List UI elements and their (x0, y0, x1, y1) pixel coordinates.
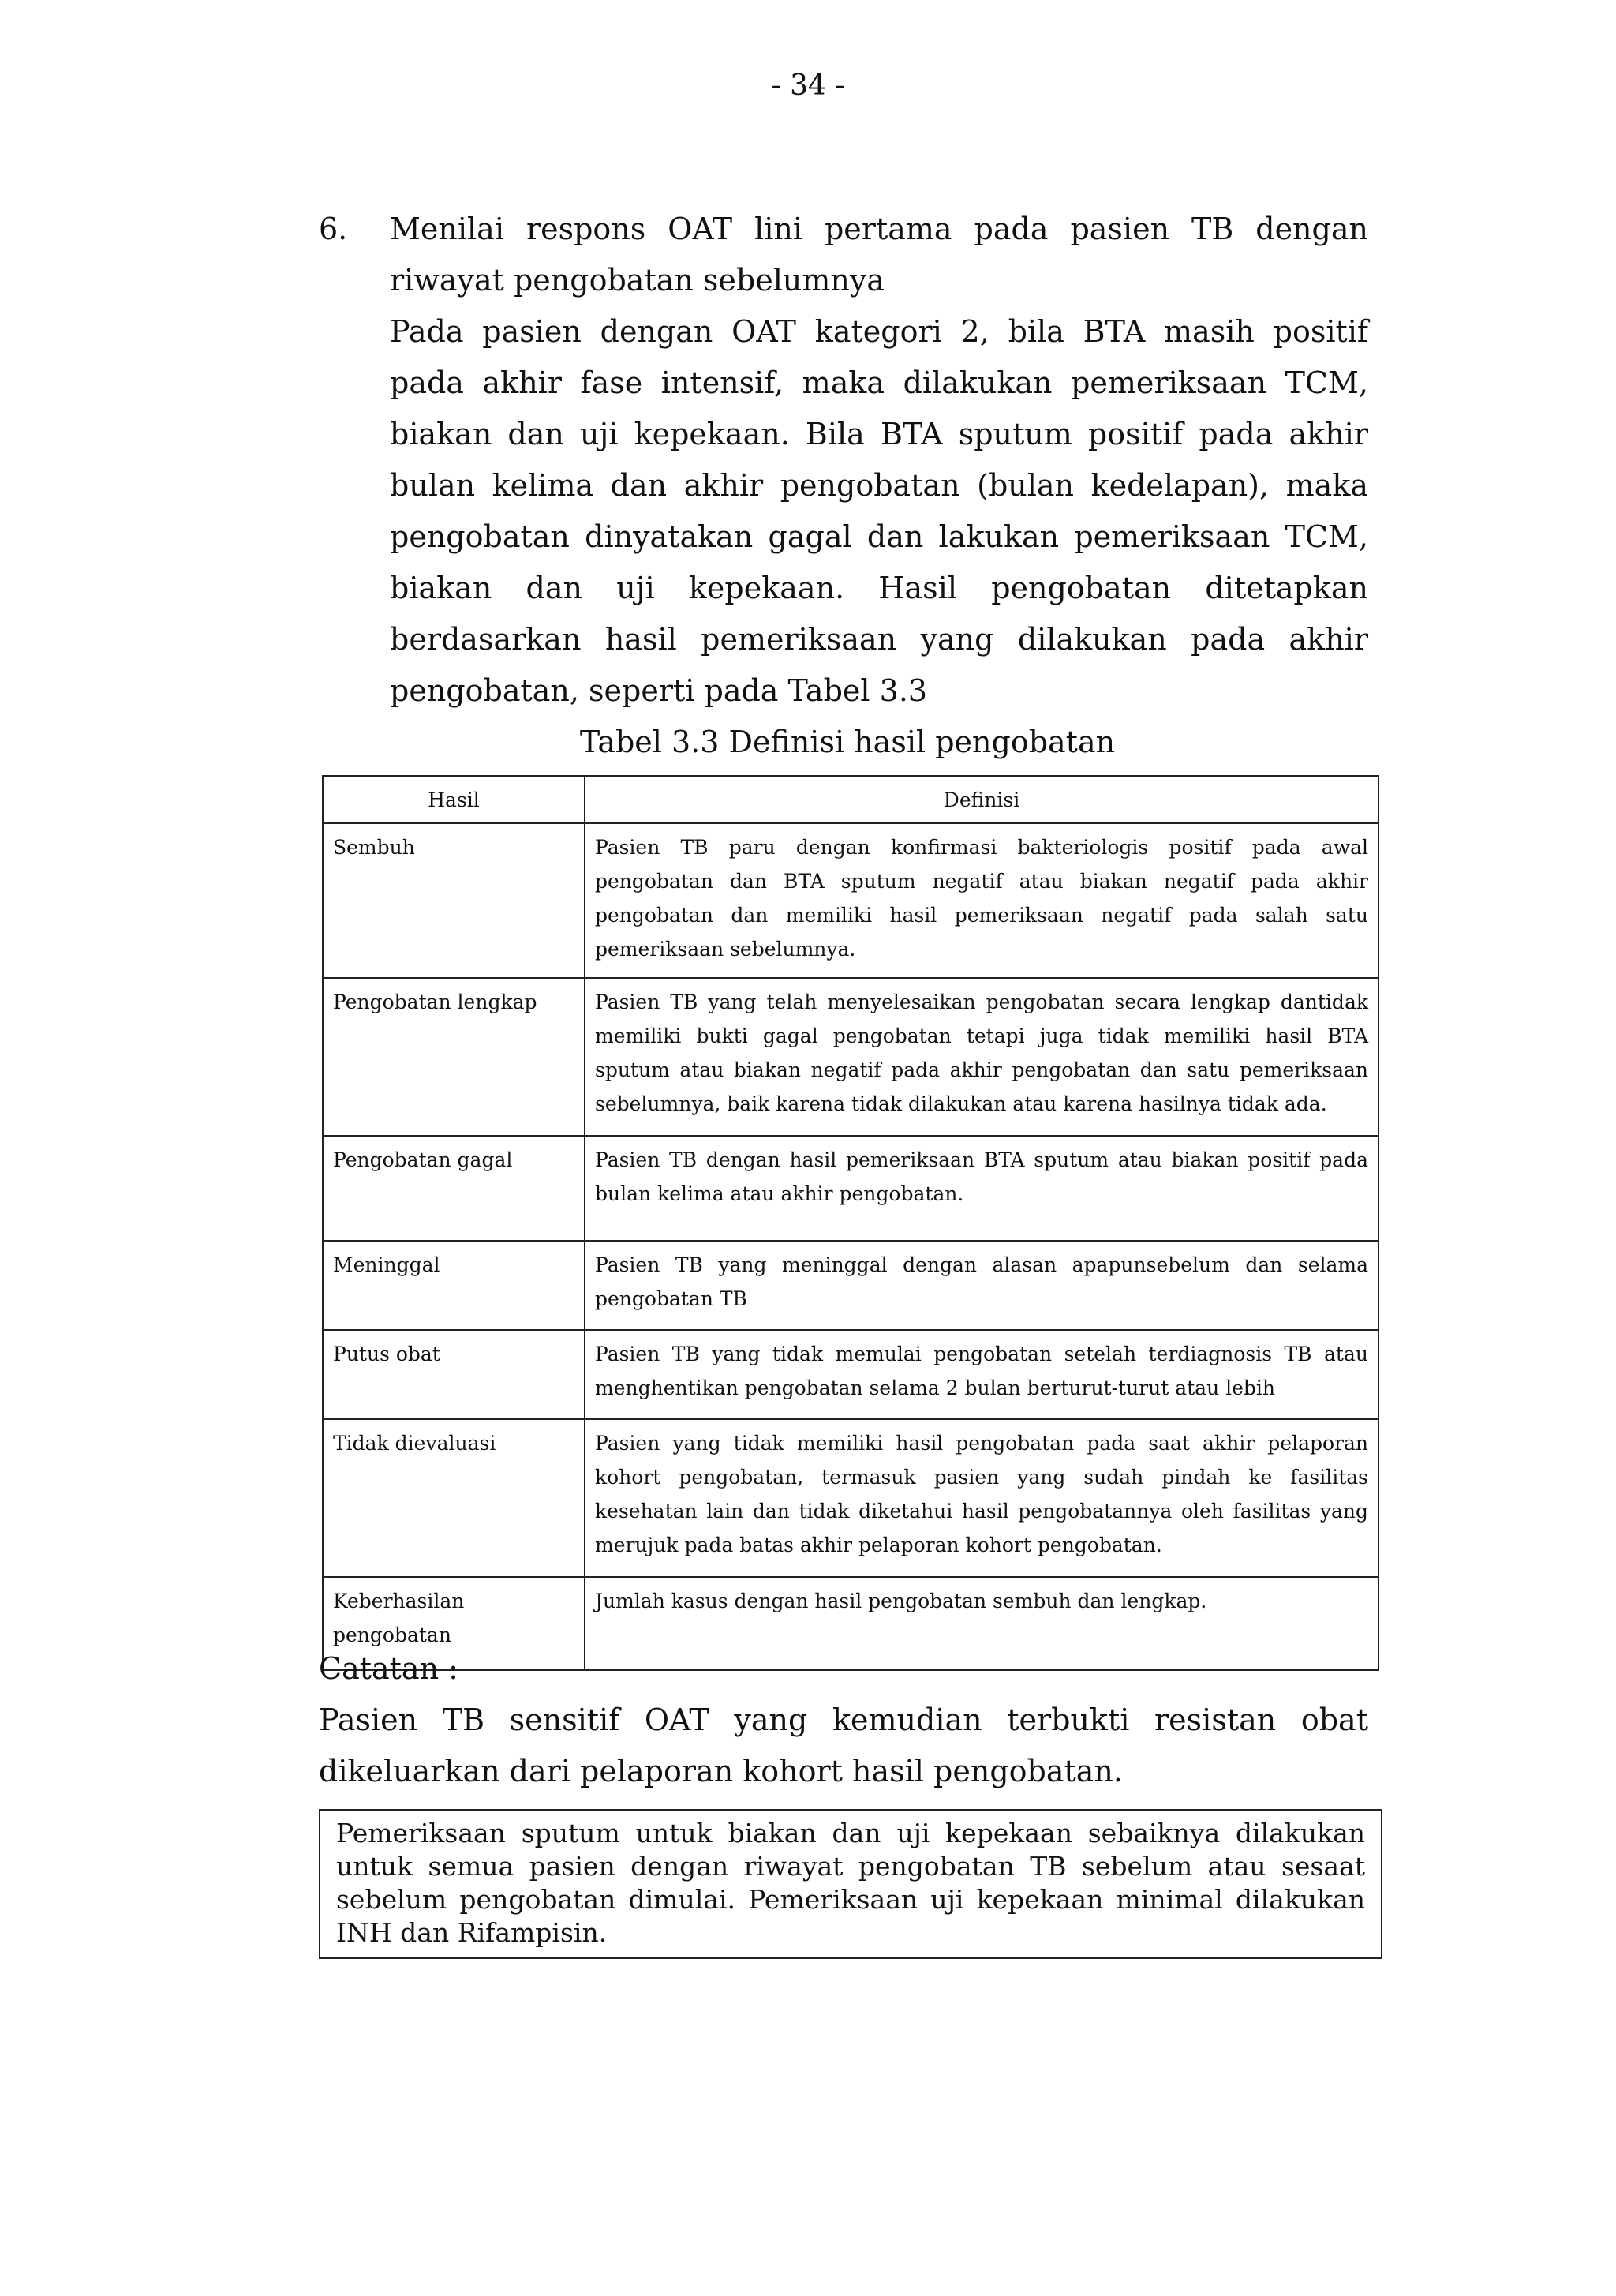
cell-hasil: Putus obat (323, 1330, 585, 1419)
numbered-item-6 (319, 204, 1368, 717)
table-row (323, 1419, 1378, 1577)
cell-hasil: Keberhasilan pengobatan (323, 1577, 585, 1670)
info-box: Pemeriksaan sputum untuk biakan dan uji kepekaan sebaiknya dilakukan untuk semua pasien dengan riwayat pengobatan TB sebelum atau sesaat sebelum pengobatan dimulai. Pemeriksaan uji kepekaan minimal dilakukan INH dan Rifampisin. (319, 1809, 1382, 1959)
cell-hasil: Sembuh (323, 823, 585, 978)
header-hasil: Hasil (323, 776, 585, 823)
cell-definisi: Pasien TB yang meninggal dengan alasan apapunsebelum dan selama pengobatan TB (585, 1241, 1378, 1330)
cell-definisi: Pasien TB paru dengan konfirmasi bakteriologis positif pada awal pengobatan dan BTA sputum negatif atau biakan negatif pada akhir pengobatan dan memiliki hasil pemeriksaan negatif pada salah satu pemeriksaan sebelumnya. (585, 823, 1378, 978)
cell-definisi: Pasien TB yang telah menyelesaikan pengobatan secara lengkap dantidak memiliki bukti gagal pengobatan tetapi juga tidak memiliki hasil BTA sputum atau biakan negatif pada akhir pengobatan dan satu pemeriksaan sebelumnya, baik karena tidak dilakukan atau karena hasilnya tidak ada. (585, 978, 1378, 1136)
cell-definisi: Jumlah kasus dengan hasil pengobatan sembuh dan lengkap. (585, 1577, 1378, 1670)
cell-hasil: Pengobatan lengkap (323, 978, 585, 1136)
table-row (323, 823, 1378, 978)
note-section (319, 1643, 1368, 1797)
table-caption: Tabel 3.3 Definisi hasil pengobatan (579, 725, 1116, 759)
item-body (390, 204, 1368, 717)
page-number: - 34 - (771, 69, 845, 102)
table-row (323, 1136, 1378, 1241)
cell-hasil: Pengobatan gagal (323, 1136, 585, 1241)
item-title: Menilai respons OAT lini pertama pada pasien TB dengan riwayat pengobatan sebelumnya (390, 212, 1368, 298)
table-row (323, 1330, 1378, 1419)
cell-hasil: Tidak dievaluasi (323, 1419, 585, 1577)
table-header-row (323, 776, 1378, 823)
cell-definisi: Pasien TB yang tidak memulai pengobatan setelah terdiagnosis TB atau menghentikan pengobatan selama 2 bulan berturut-turut atau lebih (585, 1330, 1378, 1419)
note-heading: Catatan : (319, 1651, 458, 1686)
cell-hasil: Meninggal (323, 1241, 585, 1330)
note-text: Pasien TB sensitif OAT yang kemudian terbukti resistan obat dikeluarkan dari pelaporan kohort hasil pengobatan. (319, 1702, 1368, 1788)
header-definisi: Definisi (585, 776, 1378, 823)
item-number: 6. (319, 212, 348, 246)
definition-table (322, 775, 1379, 1671)
table-row (323, 978, 1378, 1136)
table-row (323, 1241, 1378, 1330)
cell-definisi: Pasien TB dengan hasil pemeriksaan BTA sputum atau biakan positif pada bulan kelima atau akhir pengobatan. (585, 1136, 1378, 1241)
cell-definisi: Pasien yang tidak memiliki hasil pengobatan pada saat akhir pelaporan kohort pengobatan, termasuk pasien yang sudah pindah ke fasilitas kesehatan lain dan tidak diketahui hasil pengobatannya oleh fasilitas yang merujuk pada batas akhir pelaporan kohort pengobatan. (585, 1419, 1378, 1577)
item-paragraph: Pada pasien dengan OAT kategori 2, bila BTA masih positif pada akhir fase intensif, maka dilakukan pemeriksaan TCM, biakan dan uji kepekaan. Bila BTA sputum positif pada akhir bulan kelima dan akhir pengobatan (bulan kedelapan), maka pengobatan dinyatakan gagal dan lakukan pemeriksaan TCM, biakan dan uji kepekaan. Hasil pengobatan ditetapkan berdasarkan hasil pemeriksaan yang dilakukan pada akhir pengobatan, seperti pada Tabel 3.3 (390, 314, 1368, 708)
